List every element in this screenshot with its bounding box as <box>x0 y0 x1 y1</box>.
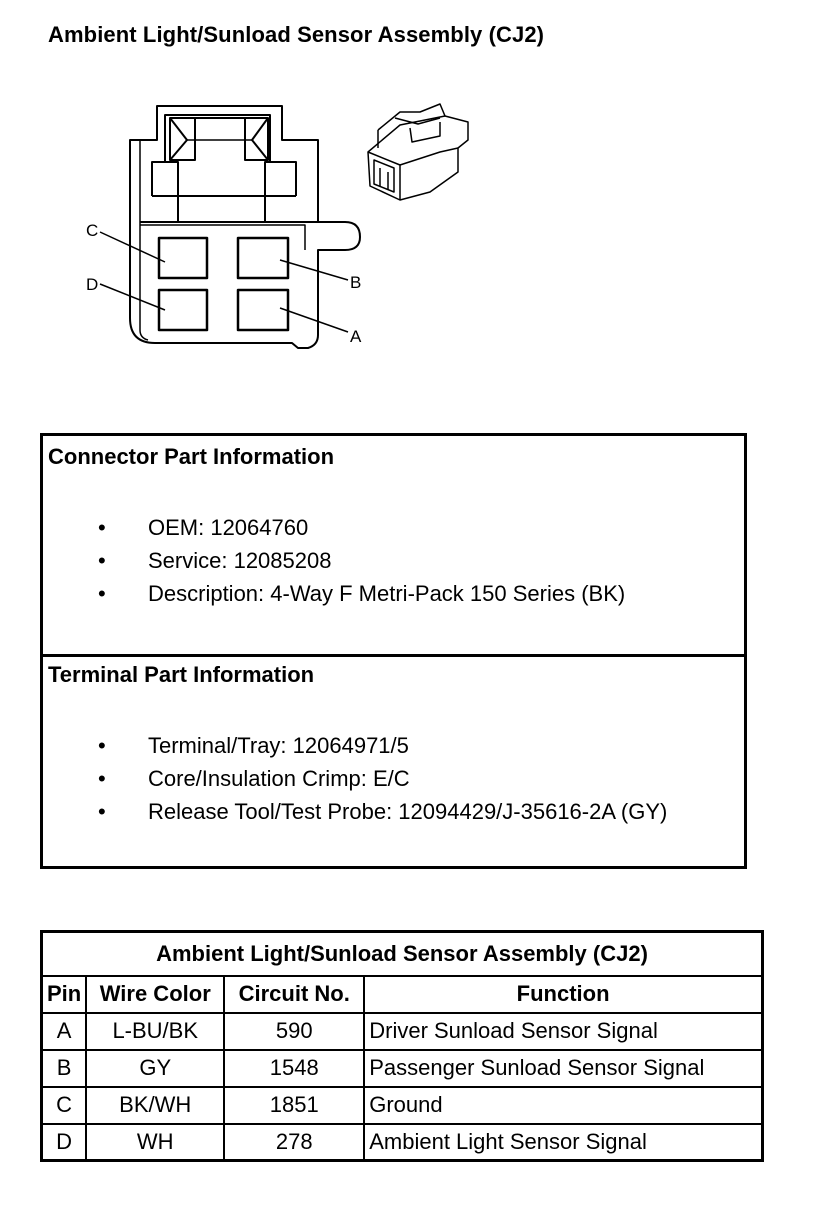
list-item-text: OEM: 12064760 <box>148 515 309 540</box>
bullet-icon: • <box>98 581 106 606</box>
cell-pin: C <box>42 1087 87 1124</box>
column-header-circuit-no: Circuit No. <box>224 976 364 1013</box>
pinout-table <box>40 930 764 1162</box>
connector-part-info-section <box>43 436 744 657</box>
table-caption: Ambient Light/Sunload Sensor Assembly (CJ2) <box>42 932 763 976</box>
bullet-icon: • <box>98 799 106 824</box>
cell-circuit-no: 1548 <box>224 1050 364 1087</box>
pin-label-b: B <box>350 273 362 292</box>
cell-wire-color: GY <box>86 1050 224 1087</box>
bullet-icon: • <box>98 733 106 758</box>
cell-pin: A <box>42 1013 87 1050</box>
list-item-text: Core/Insulation Crimp: E/C <box>148 766 410 791</box>
connector-part-info-title: Connector Part Information <box>48 444 335 469</box>
cell-wire-color: L-BU/BK <box>86 1013 224 1050</box>
list-item-text: Description: 4-Way F Metri-Pack 150 Series (BK) <box>148 581 626 606</box>
connector-diagram <box>0 0 816 400</box>
table-row <box>42 1050 763 1087</box>
cell-wire-color: WH <box>86 1124 224 1161</box>
part-information-box <box>40 433 747 869</box>
column-header-wire-color: Wire Color <box>86 976 224 1013</box>
bullet-icon: • <box>98 766 106 791</box>
terminal-part-info-title: Terminal Part Information <box>48 662 315 687</box>
column-header-function: Function <box>364 976 762 1013</box>
cell-pin: B <box>42 1050 87 1087</box>
cell-function: Passenger Sunload Sensor Signal <box>364 1050 762 1087</box>
table-header-row <box>42 976 763 1013</box>
table-row <box>42 1087 763 1124</box>
cell-function: Ground <box>364 1087 762 1124</box>
cell-circuit-no: 1851 <box>224 1087 364 1124</box>
cell-wire-color: BK/WH <box>86 1087 224 1124</box>
bullet-icon: • <box>98 548 106 573</box>
cell-pin: D <box>42 1124 87 1161</box>
pin-label-c: C <box>86 221 99 240</box>
table-row <box>42 1013 763 1050</box>
list-item-text: Service: 12085208 <box>148 548 332 573</box>
cell-function: Ambient Light Sensor Signal <box>364 1124 762 1161</box>
column-header-pin: Pin <box>42 976 87 1013</box>
cell-circuit-no: 278 <box>224 1124 364 1161</box>
cell-circuit-no: 590 <box>224 1013 364 1050</box>
pin-label-a: A <box>350 327 362 346</box>
table-caption-row <box>42 932 763 976</box>
connector-isometric-icon <box>368 104 468 200</box>
list-item-text: Terminal/Tray: 12064971/5 <box>148 733 409 758</box>
terminal-part-info-section <box>43 654 744 866</box>
bullet-icon: • <box>98 515 106 540</box>
list-item-text: Release Tool/Test Probe: 12094429/J-35616-2A (GY) <box>148 799 668 824</box>
page-title: Ambient Light/Sunload Sensor Assembly (CJ2) <box>48 22 545 47</box>
cell-function: Driver Sunload Sensor Signal <box>364 1013 762 1050</box>
table-row <box>42 1124 763 1161</box>
pin-label-d: D <box>86 275 99 294</box>
